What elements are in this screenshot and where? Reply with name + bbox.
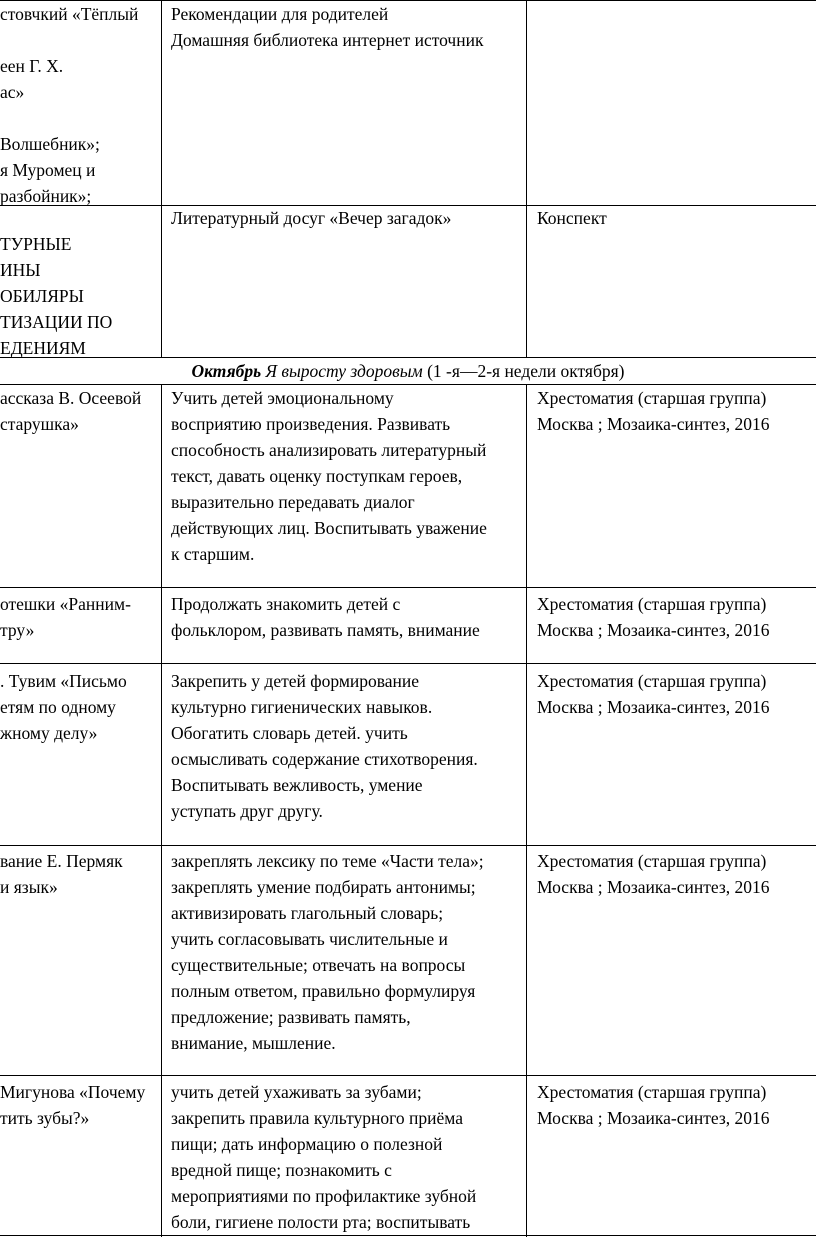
table-cell-source bbox=[537, 385, 770, 437]
cell-line: вредной пище; познакомить с bbox=[171, 1160, 392, 1180]
table-cell-source bbox=[537, 668, 770, 720]
cell-line: восприятию произведения. Развивать bbox=[171, 414, 451, 434]
table-cell-source bbox=[537, 591, 770, 643]
table-border-row bbox=[0, 587, 816, 588]
cell-line bbox=[0, 105, 138, 131]
table-cell-goals bbox=[171, 385, 487, 567]
table-cell-source bbox=[537, 848, 770, 900]
cell-line: действующих лиц. Воспитывать уважение bbox=[171, 518, 487, 538]
cell-line: закрепить правила культурного приёма bbox=[171, 1108, 463, 1128]
cell-line bbox=[0, 27, 138, 53]
table-border-col1-right bbox=[161, 0, 162, 358]
cell-line: етям по одному bbox=[0, 697, 116, 717]
table-cell-source bbox=[537, 1079, 770, 1131]
cell-line: существительные; отвечать на вопросы bbox=[171, 955, 466, 975]
table-border-row bbox=[0, 845, 816, 846]
cell-line: . Тувим «Письмо bbox=[0, 671, 127, 691]
cell-line: выразительно передавать диалог bbox=[171, 492, 415, 512]
table-cell-goals bbox=[171, 848, 484, 1056]
month-theme: Я выросту здоровым bbox=[265, 361, 423, 381]
cell-line: ас» bbox=[0, 82, 25, 102]
cell-line: Закрепить у детей формирование bbox=[171, 671, 420, 691]
cell-line: и язык» bbox=[0, 877, 58, 897]
cell-line: уступать друг другу. bbox=[171, 801, 323, 821]
table-cell-source bbox=[537, 205, 607, 231]
cell-line: Хрестоматия (старшая группа) bbox=[537, 671, 767, 691]
cell-line: еен Г. Х. bbox=[0, 56, 64, 76]
table-border-col2-right bbox=[526, 384, 527, 1237]
cell-line: я Муромец и bbox=[0, 160, 96, 180]
cell-line: внимание, мышление. bbox=[171, 1033, 336, 1053]
table-cell-title bbox=[0, 385, 141, 437]
cell-line: Москва ; Мозаика-синтез, 2016 bbox=[537, 877, 770, 897]
cell-line: учить согласовывать числительные и bbox=[171, 929, 448, 949]
cell-line: Воспитывать вежливость, умение bbox=[171, 775, 423, 795]
cell-line: ИНЫ bbox=[0, 260, 41, 280]
table-border-col1-right bbox=[161, 384, 162, 1237]
table-cell-goals bbox=[171, 591, 480, 643]
cell-line: ОБИЛЯРЫ bbox=[0, 286, 84, 306]
cell-line: Домашняя библиотека интернет источник bbox=[171, 30, 484, 50]
cell-line: Москва ; Мозаика-синтез, 2016 bbox=[537, 414, 770, 434]
cell-line: фольклором, развивать память, внимание bbox=[171, 620, 480, 640]
cell-line: Хрестоматия (старшая группа) bbox=[537, 1082, 767, 1102]
cell-line: Москва ; Мозаика-синтез, 2016 bbox=[537, 1108, 770, 1128]
table-border-row bbox=[0, 663, 816, 664]
cell-line: Хрестоматия (старшая группа) bbox=[537, 388, 767, 408]
table-border-row bbox=[0, 1075, 816, 1076]
cell-line: Москва ; Мозаика-синтез, 2016 bbox=[537, 697, 770, 717]
cell-line: Литературный досуг «Вечер загадок» bbox=[171, 208, 452, 228]
cell-line: пищи; дать информацию о полезной bbox=[171, 1134, 443, 1154]
table-cell-goals bbox=[171, 205, 451, 231]
cell-line: Мигунова «Почему bbox=[0, 1082, 146, 1102]
table-cell-title bbox=[0, 591, 131, 643]
cell-line: закреплять лексику по теме «Части тела»; bbox=[171, 851, 484, 871]
cell-line: полным ответом, правильно формулируя bbox=[171, 981, 476, 1001]
month-header bbox=[0, 358, 816, 384]
table-cell-title bbox=[0, 1, 138, 209]
cell-line: Хрестоматия (старшая группа) bbox=[537, 851, 767, 871]
cell-line: осмысливать содержание стихотворения. bbox=[171, 749, 478, 769]
cell-line: тру» bbox=[0, 620, 35, 640]
table-cell-title bbox=[0, 848, 123, 900]
cell-line: тить зубы?» bbox=[0, 1108, 90, 1128]
table-border-row bbox=[0, 1235, 816, 1236]
cell-line: способность анализировать литературный bbox=[171, 440, 487, 460]
cell-line: учить детей ухаживать за зубами; bbox=[171, 1082, 422, 1102]
cell-line: активизировать глагольный словарь; bbox=[171, 903, 444, 923]
month-period: (1 -я—2-я недели октября) bbox=[427, 361, 625, 381]
month-name: Октябрь bbox=[191, 361, 262, 381]
cell-line: Учить детей эмоциональному bbox=[171, 388, 394, 408]
cell-line bbox=[0, 205, 112, 231]
table-cell-title bbox=[0, 1079, 145, 1131]
cell-line: ТИЗАЦИИ ПО bbox=[0, 312, 113, 332]
cell-line: Москва ; Мозаика-синтез, 2016 bbox=[537, 620, 770, 640]
cell-line: отешки «Ранним- bbox=[0, 594, 131, 614]
cell-line: Конспект bbox=[537, 208, 607, 228]
cell-line: Обогатить словарь детей. учить bbox=[171, 723, 408, 743]
cell-line: ассказа В. Осеевой bbox=[0, 388, 142, 408]
cell-line: мероприятиями по профилактике зубной bbox=[171, 1186, 477, 1206]
cell-line: ЕДЕНИЯМ bbox=[0, 338, 86, 358]
cell-line: культурно гигиенических навыков. bbox=[171, 697, 433, 717]
cell-line: Рекомендации для родителей bbox=[171, 4, 389, 24]
cell-line: разбойник»; bbox=[0, 186, 92, 206]
table-cell-title bbox=[0, 668, 127, 746]
cell-line: предложение; развивать память, bbox=[171, 1007, 411, 1027]
cell-line: к старшим. bbox=[171, 544, 255, 564]
cell-line: ТУРНЫЕ bbox=[0, 234, 72, 254]
cell-line: боли, гигиене полости рта; воспитывать bbox=[171, 1212, 471, 1232]
cell-line: закреплять умение подбирать антонимы; bbox=[171, 877, 476, 897]
cell-line: старушка» bbox=[0, 414, 79, 434]
cell-line: вание Е. Пермяк bbox=[0, 851, 123, 871]
cell-line: Продолжать знакомить детей с bbox=[171, 594, 401, 614]
cell-line: текст, давать оценку поступкам героев, bbox=[171, 466, 463, 486]
table-cell-goals bbox=[171, 1, 483, 53]
cell-line: Волшебник»; bbox=[0, 134, 100, 154]
table-border-col2-right bbox=[526, 0, 527, 358]
cell-line: жному делу» bbox=[0, 723, 98, 743]
table-cell-title bbox=[0, 205, 112, 361]
cell-line: Хрестоматия (старшая группа) bbox=[537, 594, 767, 614]
table-cell-goals bbox=[171, 668, 478, 824]
cell-line: стовчкий «Тёплый bbox=[0, 4, 139, 24]
table-cell-goals bbox=[171, 1079, 476, 1235]
